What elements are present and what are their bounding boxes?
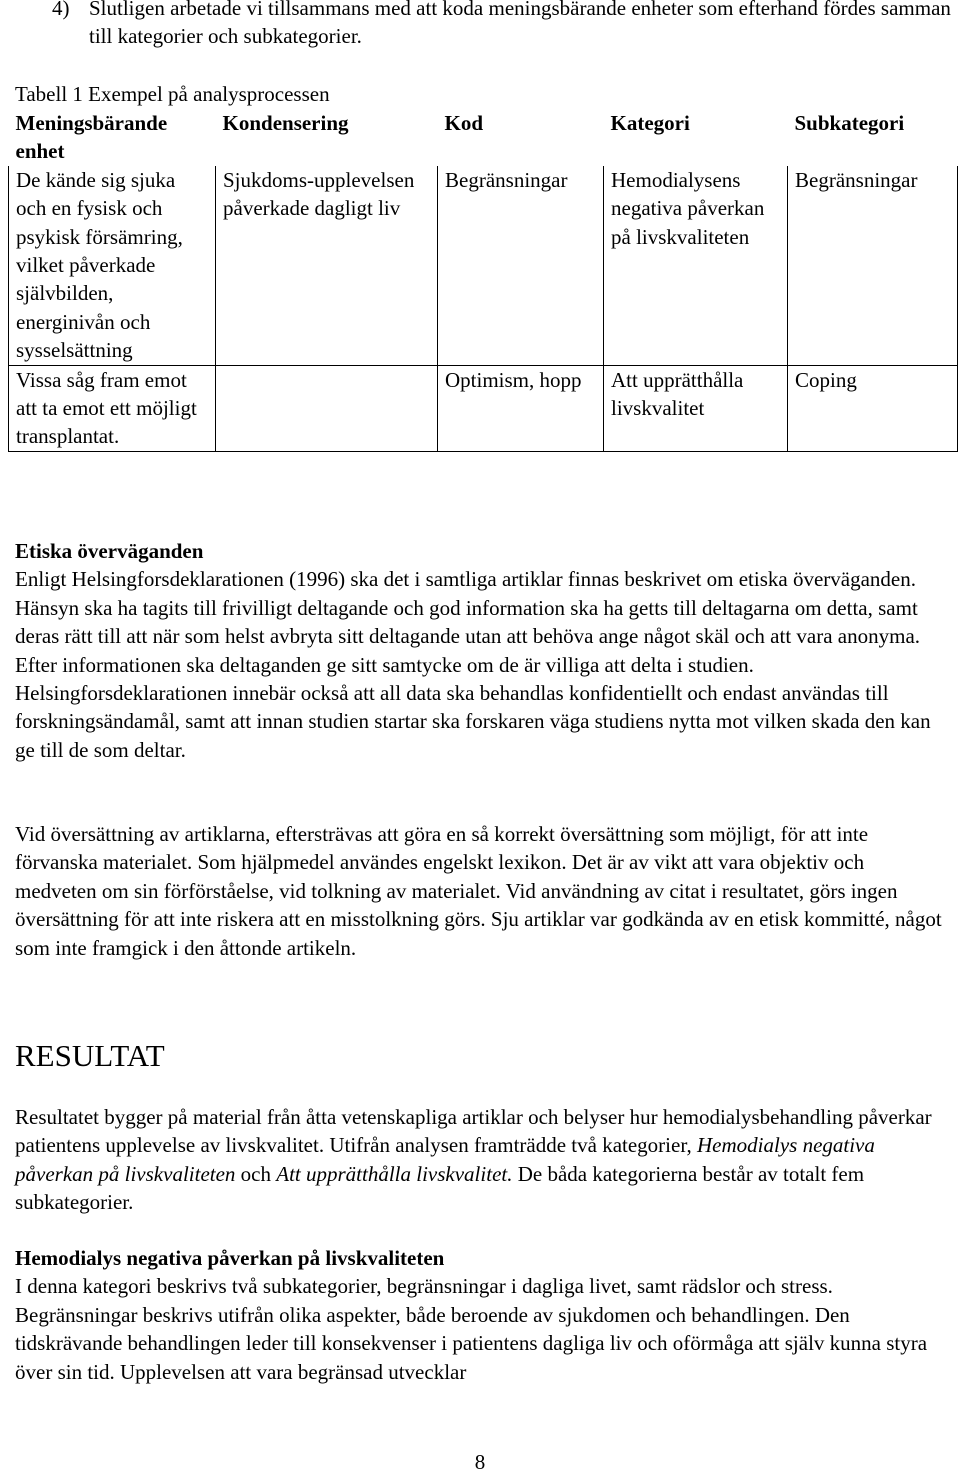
cell-subcategory: Begränsningar (788, 166, 958, 365)
header-meaning-unit: Meningsbärande enhet (15, 111, 168, 164)
result-text-1: Resultatet bygger på material från åtta vetenskapliga artiklar och belyser hur hemodialysbehandling påverkar patientens upplevelse av livskvalitet. Utifrån analysen framträdde två kategorier, (15, 1105, 932, 1158)
cell-meaning-unit: De kände sig sjuka och en fysisk och psykisk försämring, vilket påverkade självbilden, energinivån och sysselsättning (9, 166, 216, 365)
header-code: Kod (444, 111, 484, 135)
cell-category: Att upprätthålla livskvalitet (604, 365, 788, 451)
header-category: Kategori (610, 111, 690, 135)
analysis-table (8, 109, 958, 452)
result-section (15, 1103, 945, 1217)
ethics-section (15, 537, 945, 764)
cell-code: Begränsningar (438, 166, 604, 365)
ethics-paragraph: Enligt Helsingforsdeklarationen (1996) ska det i samtliga artiklar finnas beskrivet om etiska överväganden. Hänsyn ska ha tagits till frivilligt deltagande och god information ska ha getts till deltagarna om detta, samt deras rätt till att när som helst avbryta sitt deltagande utan att behöva ange något skäl och att vara anonyma. Efter informationen ska deltaganden ge sitt samtycke om de är villiga att delta i studien. Helsingforsdeklarationen innebär också att all data ska behandlas konfidentiellt och endast användas till forskningsändamål, samt att innan studien startar ska forskaren väga studiens nytta mot vilken skada den kan ge till de som deltar. (15, 567, 931, 762)
cell-meaning-unit: Vissa såg fram emot att ta emot ett möjligt transplantat. (9, 365, 216, 451)
cell-condensation: Sjukdoms-upplevelsen påverkade dagligt liv (216, 166, 438, 365)
page-number: 8 (474, 1450, 486, 1474)
translation-section (15, 820, 945, 962)
table-row (9, 365, 958, 451)
result-paragraph (15, 1103, 945, 1217)
category-heading: Hemodialys negativa påverkan på livskvaliteten (15, 1246, 445, 1270)
category-paragraph: I denna kategori beskrivs två subkategorier, begränsningar i dagliga livet, samt rädslor och stress. Begränsningar beskrivs utifrån olika aspekter, både beroende av sjukdomen och behandlingen. Den tidskrävande behandlingen leder till konsekvenser i patientens dagliga liv och oförmåga att själv kunna styra över sin tid. Upplevelsen att vara begränsad utvecklar (15, 1274, 928, 1384)
result-heading: RESULTAT (15, 1038, 165, 1073)
result-category-1: Hemodialys negativa påverkan på livskvaliteten (15, 1133, 875, 1186)
cell-subcategory: Coping (788, 365, 958, 451)
header-subcategory: Subkategori (794, 111, 905, 135)
header-condensation: Kondensering (222, 111, 349, 135)
cell-category: Hemodialysens negativa påverkan på livskvaliteten (604, 166, 788, 365)
table-caption: Tabell 1 Exempel på analysprocessen (15, 82, 330, 106)
cell-code: Optimism, hopp (438, 365, 604, 451)
result-category-2: Att upprätthålla livskvalitet. (276, 1161, 513, 1186)
cell-condensation (216, 365, 438, 451)
table-header-row (9, 109, 958, 166)
category-section (15, 1244, 945, 1386)
result-text-3: De båda kategorierna består av totalt fem subkategorier. (15, 1161, 865, 1215)
list-number: 4) (52, 0, 70, 20)
result-text-2: och (235, 1161, 277, 1186)
table-row (9, 166, 958, 365)
translation-paragraph: Vid översättning av artiklarna, eftersträvas att göra en så korrekt översättning som möjligt, för att inte förvanska materialet. Som hjälpmedel användes engelskt lexikon. Det är av vikt att vara objektiv och medveten om sin förförståelse, vid tolkning av materialet. Vid användning av citat i resultatet, görs ingen översättning för att inte riskera att en misstolkning görs. Sju artiklar var godkända av en etisk kommitté, något som inte framgick i den åttonde artikeln. (15, 822, 942, 960)
ethics-heading: Etiska överväganden (15, 539, 204, 563)
list-text: Slutligen arbetade vi tillsammans med att koda meningsbärande enheter som efterhand fördes samman till kategorier och subkategorier. (89, 0, 951, 49)
